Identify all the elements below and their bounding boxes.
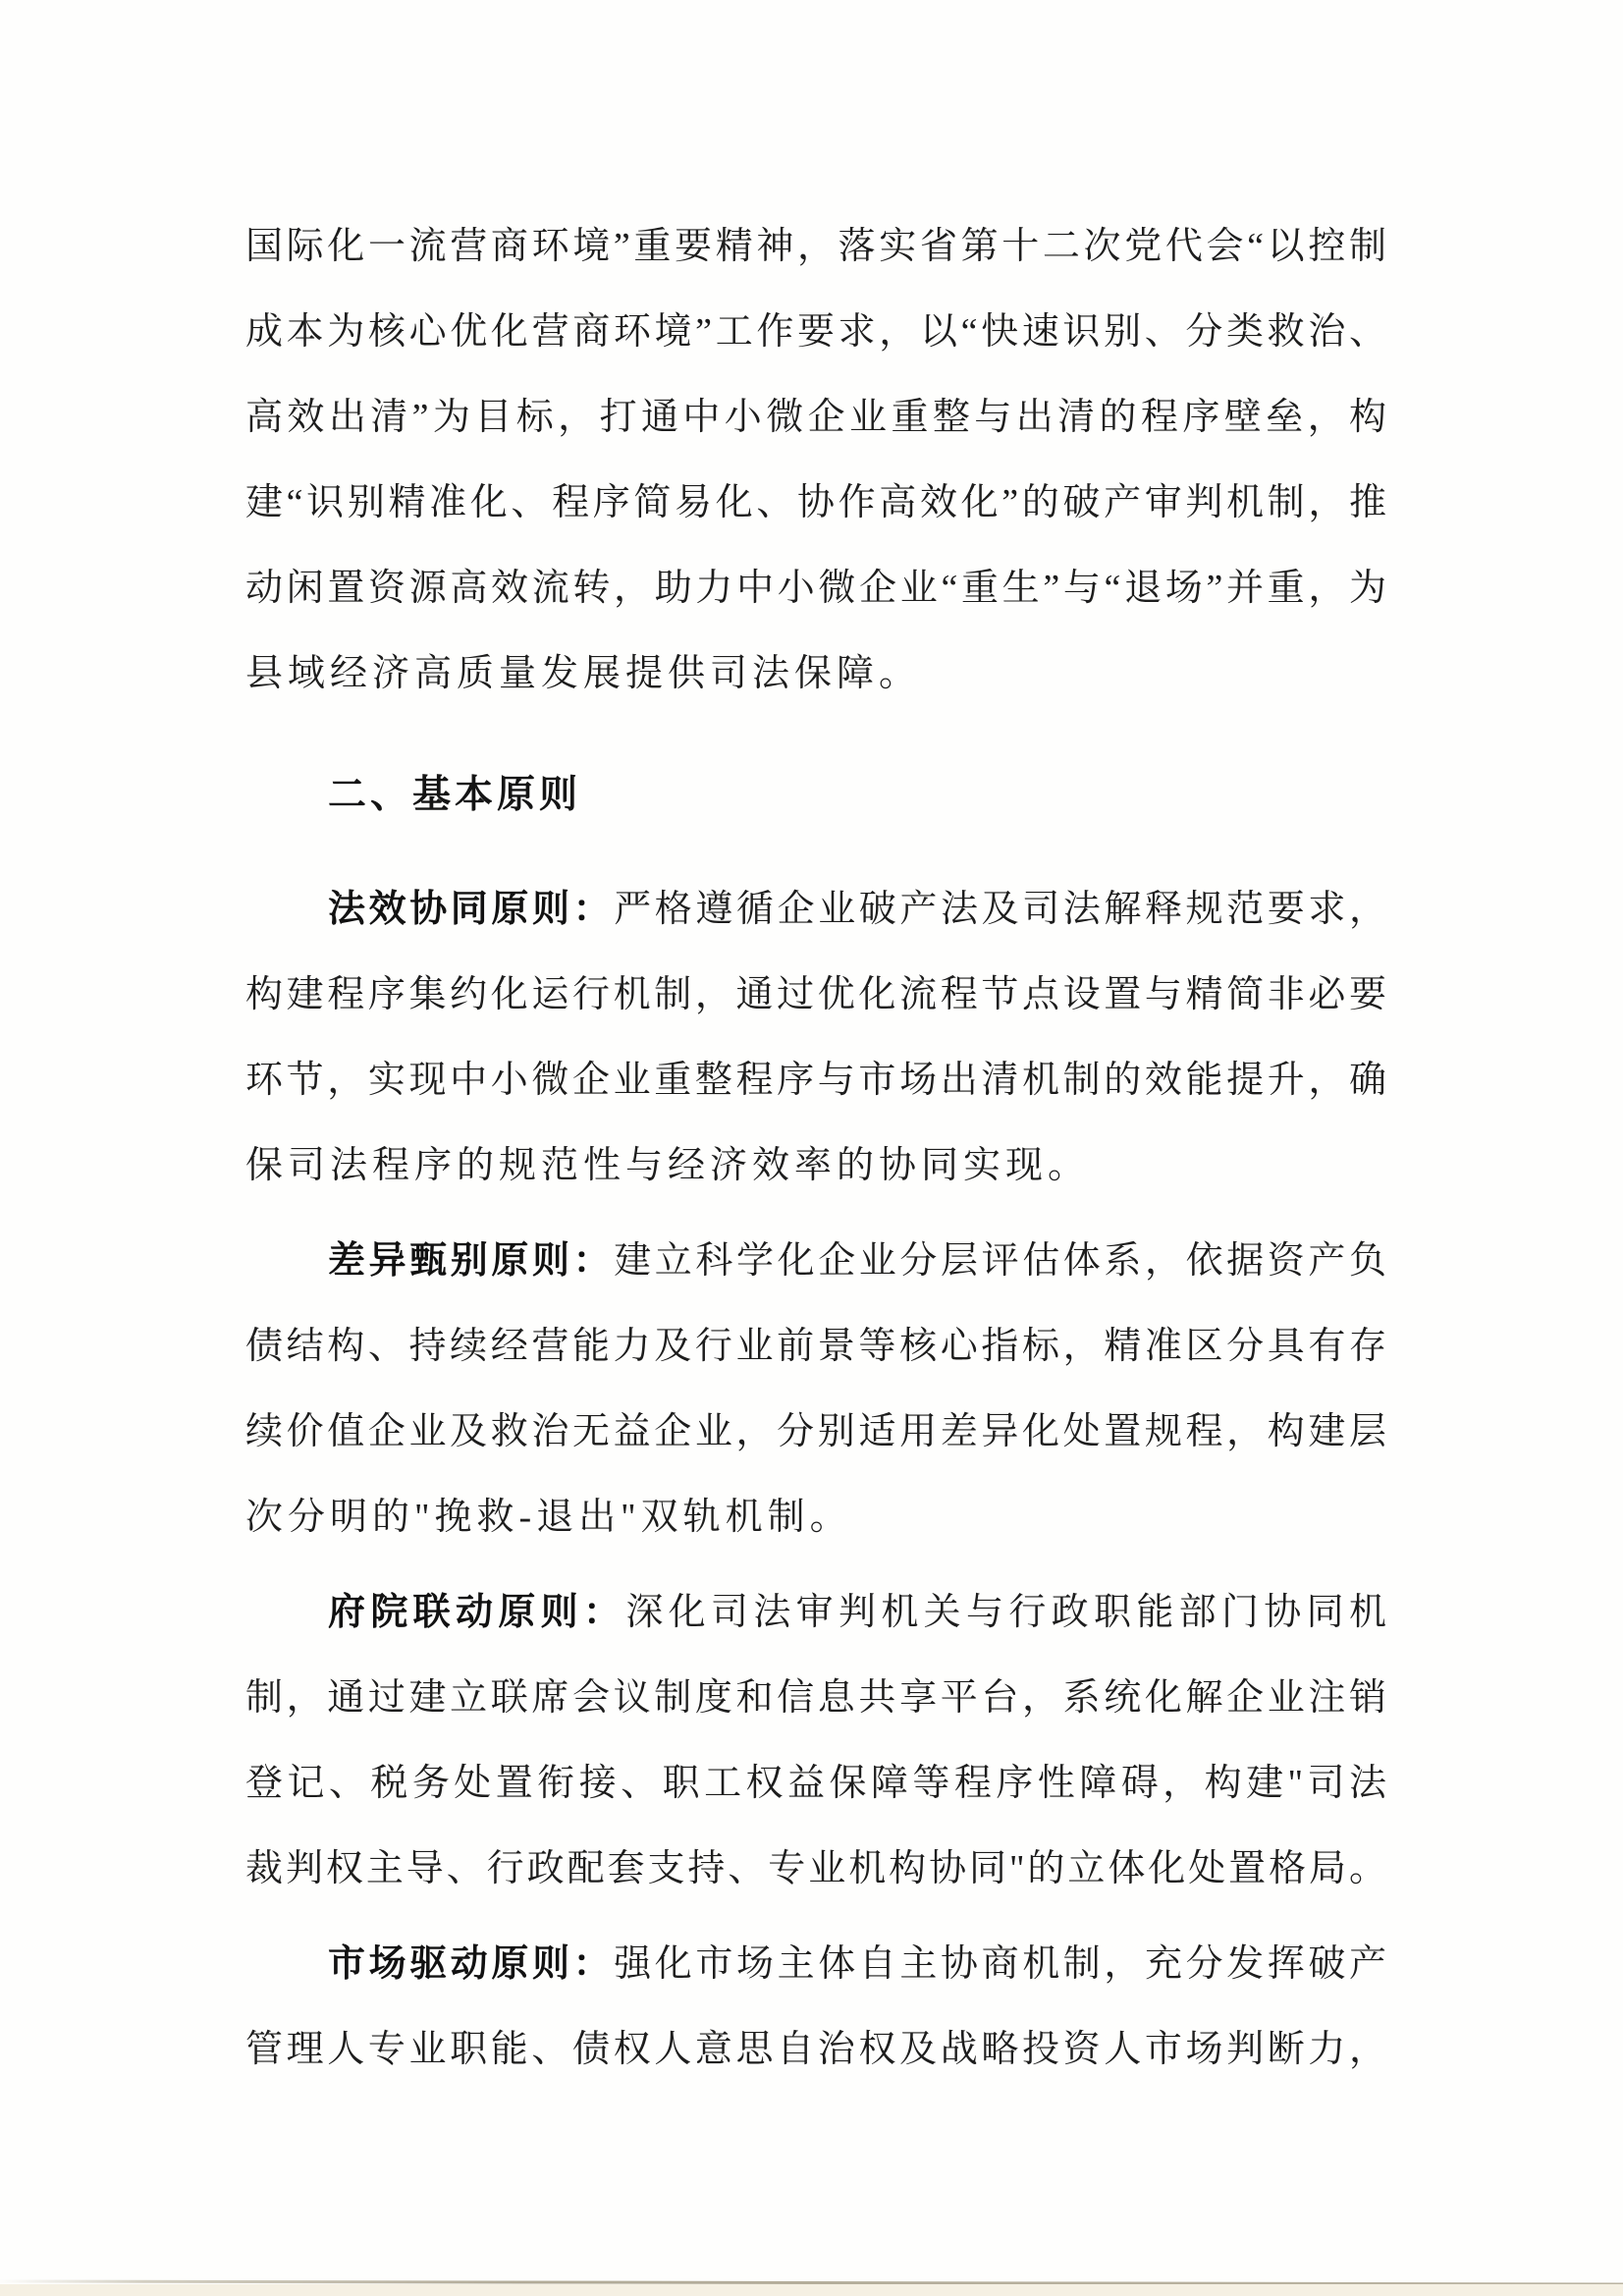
principle-title: 市场驱动原则： bbox=[328, 1943, 615, 1985]
paragraph-first-line bbox=[245, 1922, 1386, 2007]
text-line bbox=[245, 1741, 1386, 1827]
line-text: 裁判权主导、行政配套支持、专业机构协同"的立体化处置格局。 bbox=[245, 1848, 1386, 1889]
text-line bbox=[245, 1038, 1386, 1123]
line-text: 动闲置资源高效流转，助力中小微企业“重生”与“退场”并重，为 bbox=[245, 568, 1386, 609]
scan-footer-strip bbox=[0, 2284, 1623, 2296]
paragraph-first-line bbox=[245, 867, 1386, 953]
text-block bbox=[245, 204, 1386, 2093]
line-text: 环节，实现中小微企业重整程序与市场出清机制的效能提升，确 bbox=[245, 1060, 1386, 1101]
section-heading: 二、基本原则 bbox=[328, 774, 582, 816]
text-line bbox=[245, 2007, 1386, 2093]
line-text: 成本为核心优化营商环境”工作要求，以“快速识别、分类救治、 bbox=[245, 311, 1386, 353]
line-text: 深化司法审判机关与行政职能部门协同机 bbox=[625, 1592, 1386, 1633]
line-text: 高效出清”为目标，打通中小微企业重整与出清的程序壁垒，构 bbox=[245, 397, 1386, 438]
line-text: 建立科学化企业分层评估体系，依据资产负 bbox=[614, 1240, 1386, 1282]
text-line bbox=[245, 1475, 1386, 1560]
line-text: 管理人专业职能、债权人意思自治权及战略投资人市场判断力， bbox=[245, 2029, 1386, 2070]
line-text: 续价值企业及救治无益企业，分别适用差异化处置规程，构建层 bbox=[245, 1411, 1386, 1452]
principle-title: 法效协同原则： bbox=[328, 889, 615, 930]
line-text: 制，通过建立联席会议制度和信息共享平台，系统化解企业注销 bbox=[245, 1677, 1386, 1719]
text-line bbox=[245, 1827, 1386, 1912]
text-line bbox=[245, 375, 1386, 461]
line-text: 债结构、持续经营能力及行业前景等核心指标，精准区分具有存 bbox=[245, 1326, 1386, 1367]
line-text: 构建程序集约化运行机制，通过优化流程节点设置与精简非必要 bbox=[245, 974, 1386, 1015]
line-text: 县域经济高质量发展提供司法保障。 bbox=[245, 653, 922, 694]
text-line bbox=[245, 631, 1386, 717]
text-line bbox=[245, 461, 1386, 546]
text-line bbox=[245, 1390, 1386, 1475]
principle-title: 差异甄别原则： bbox=[328, 1240, 615, 1282]
text-line bbox=[245, 953, 1386, 1038]
text-line bbox=[245, 546, 1386, 631]
paragraph-first-line bbox=[245, 1219, 1386, 1304]
paragraph-first-line bbox=[245, 1570, 1386, 1656]
line-text: 严格遵循企业破产法及司法解释规范要求， bbox=[614, 889, 1386, 930]
line-text: 保司法程序的规范性与经济效率的协同实现。 bbox=[245, 1145, 1091, 1186]
text-line bbox=[245, 1123, 1386, 1209]
line-text: 次分明的"挽救-退出"双轨机制。 bbox=[245, 1497, 852, 1538]
line-text: 建“识别精准化、程序简易化、协作高效化”的破产审判机制，推 bbox=[245, 482, 1386, 523]
text-line bbox=[245, 290, 1386, 375]
text-line bbox=[245, 1656, 1386, 1741]
line-text: 国际化一流营商环境”重要精神，落实省第十二次党代会“以控制 bbox=[245, 226, 1386, 267]
principle-title: 府院联动原则： bbox=[328, 1592, 626, 1633]
line-text: 登记、税务处置衔接、职工权益保障等程序性障碍，构建"司法 bbox=[245, 1763, 1386, 1804]
text-line bbox=[245, 1304, 1386, 1390]
line-text: 强化市场主体自主协商机制，充分发挥破产 bbox=[614, 1943, 1386, 1985]
text-line bbox=[245, 204, 1386, 290]
